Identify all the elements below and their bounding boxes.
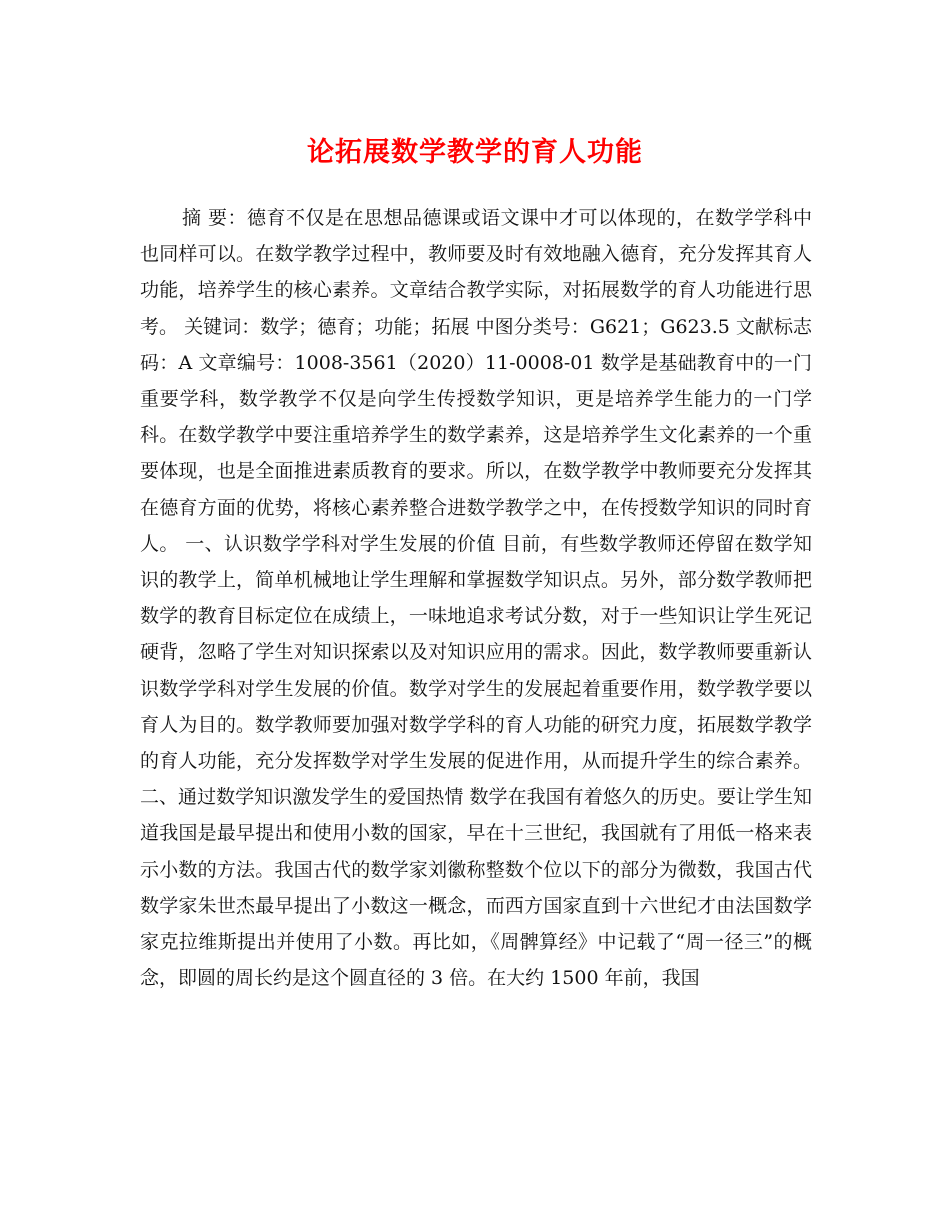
document-title: 论拓展数学教学的育人功能 <box>307 137 643 168</box>
document-body-text: 摘 要：德育不仅是在思想品德课或语文课中才可以体现的，在数学学科中也同样可以。在数学教学过程中，教师要及时有效地融入德育，充分发挥其育人功能，培养学生的核心素养。文章结合教学实际，对拓展数学的育人功能进行思考。 关键词：数学；德育；功能；拓展 中图分类号：G621；G623.5 文献标志码：A 文章编号：1008-3561（2020）11-0008-01 数学是基础教育中的一门重要学科，数学教学不仅是向学生传授数学知识，更是培养学生能力的一门学科。在数学教学中要注重培养学生的数学素养，这是培养学生文化素养的一个重要体现，也是全面推进素质教育的要求。所以，在数学教学中教师要充分发挥其在德育方面的优势，将核心素养整合进数学教学之中，在传授数学知识的同时育人。 一、认识数学学科对学生发展的价值 目前，有些数学教师还停留在数学知识的教学上，简单机械地让学生理解和掌握数学知识点。另外，部分数学教师把数学的教育目标定位在成绩上，一味地追求考试分数，对于一些知识让学生死记硬背，忽略了学生对知识探索以及对知识应用的需求。因此，数学教师要重新认识数学学科对学生发展的价值。数学对学生的发展起着重要作用，数学教学要以育人为目的。数学教师要加强对数学学科的育人功能的研究力度，拓展数学教学的育人功能，充分发挥数学对学生发展的促进作用，从而提升学生的综合素养。 二、通过数学知识激发学生的爱国热情 数学在我国有着悠久的历史。要让学生知道我国是最早提出和使用小数的国家，早在十三世纪，我国就有了用低一格来表示小数的方法。我国古代的数学家刘徽称整数个位以下的部分为微数，我国古代数学家朱世杰最早提出了小数这一概念，而西方国家直到十六世纪才由法国数学家克拉维斯提出并使用了小数。再比如，《周髀算经》中记载了“周一径三”的概念，即圆的周长约是这个圆直径的 3 倍。在大约 1500 年前，我国 <box>140 207 812 990</box>
